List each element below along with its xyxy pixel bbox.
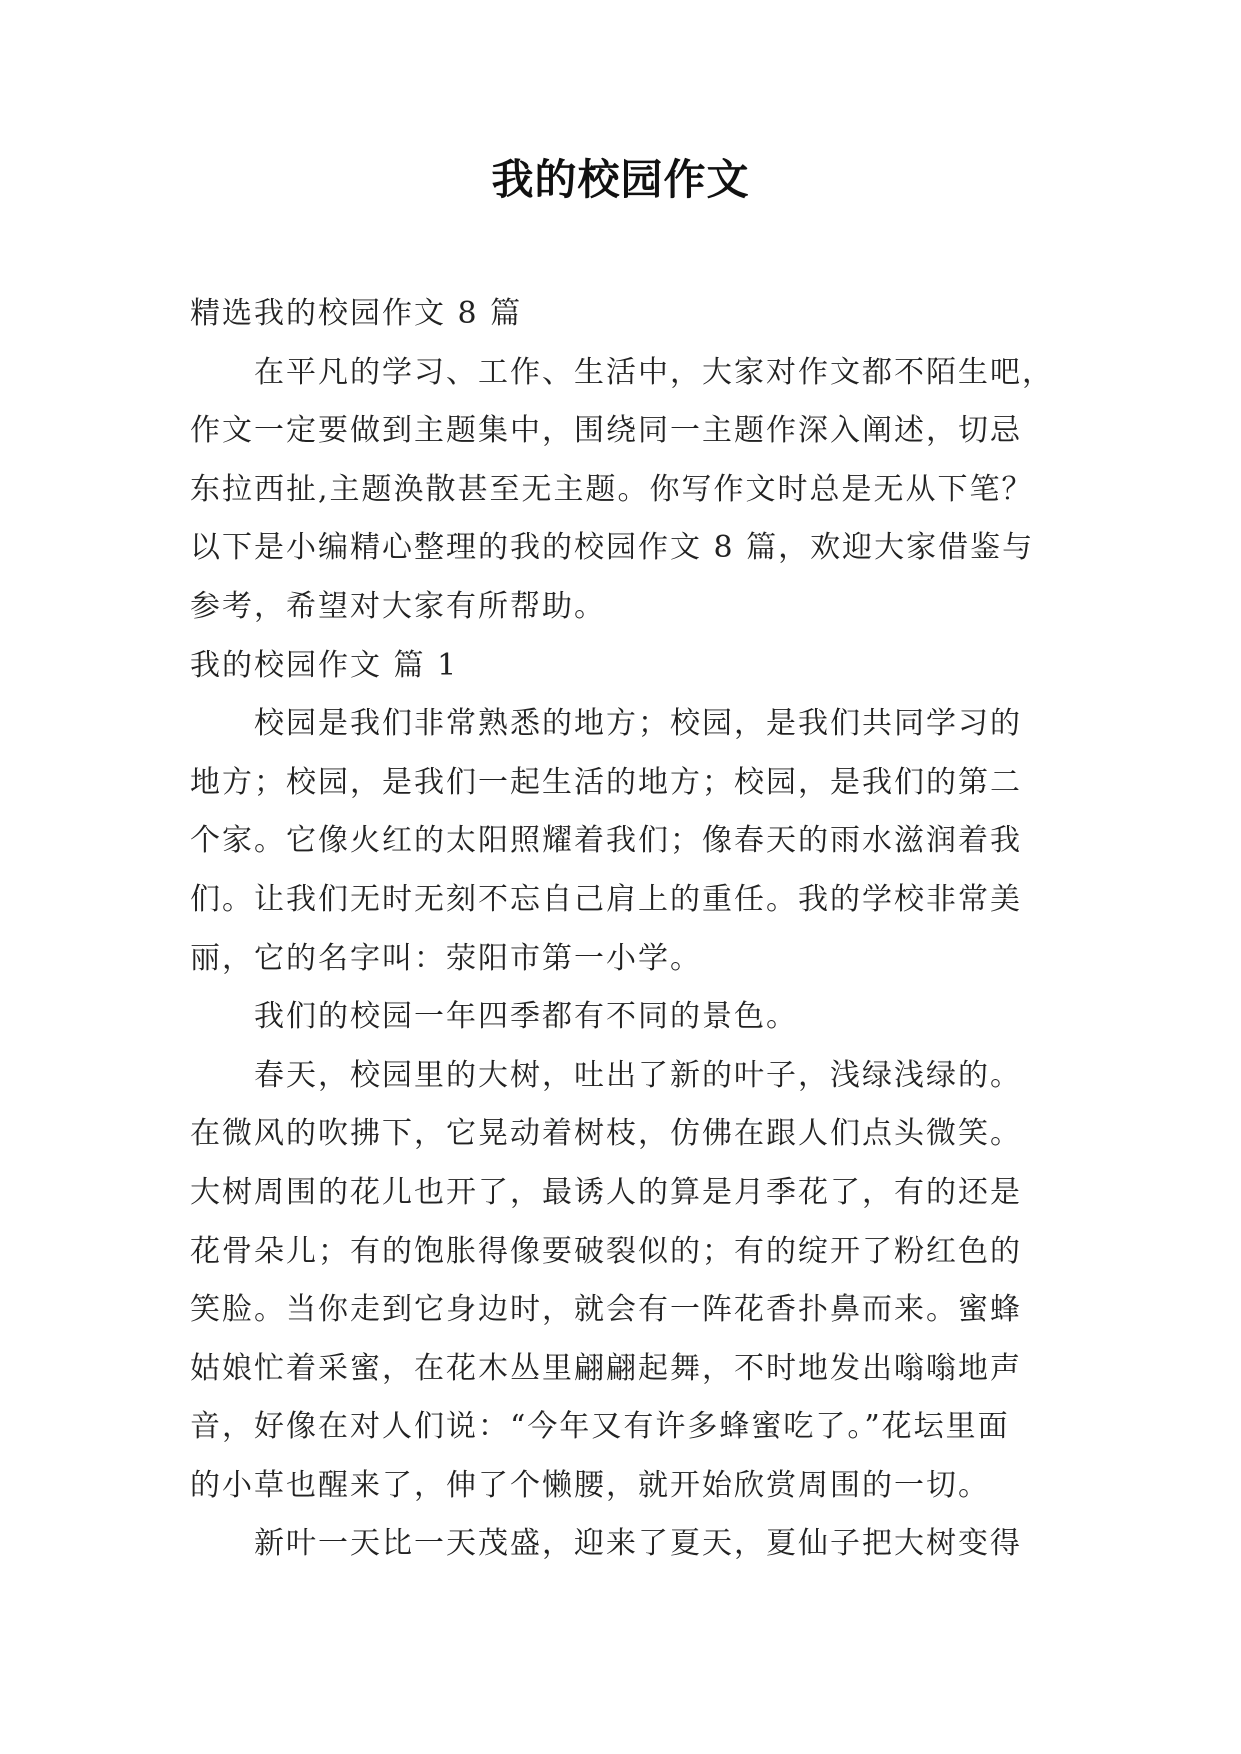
subtitle-line: 精选我的校园作文 8 篇 — [190, 296, 523, 331]
paragraph-line: 姑娘忙着采蜜，在花木丛里翩翩起舞，不时地发出嗡嗡地声 — [190, 1350, 1022, 1386]
paragraph-line: 笑脸。当你走到它身边时，就会有一阵花香扑鼻而来。蜜蜂 — [190, 1292, 1022, 1328]
paragraph-line: 校园是我们非常熟悉的地方；校园，是我们共同学习的 — [254, 706, 1022, 742]
paragraph-line: 东拉西扯,主题涣散甚至无主题。你写作文时总是无从下笔？ — [190, 471, 1034, 507]
paragraph-line: 的小草也醒来了，伸了个懒腰，就开始欣赏周围的一切。 — [190, 1467, 990, 1503]
paragraph-line: 我们的校园一年四季都有不同的景色。 — [254, 999, 798, 1035]
paragraph-line: 们。让我们无时无刻不忘自己肩上的重任。我的学校非常美 — [190, 881, 1022, 917]
paragraph-line: 以下是小编精心整理的我的校园作文 8 篇，欢迎大家借鉴与 — [190, 530, 1035, 566]
paragraph-line: 丽，它的名字叫：荥阳市第一小学。 — [190, 940, 702, 976]
paragraph-line: 春天，校园里的大树，吐出了新的叶子，浅绿浅绿的。 — [254, 1057, 1022, 1093]
paragraph-line: 作文一定要做到主题集中，围绕同一主题作深入阐述，切忌 — [190, 413, 1022, 449]
document-title: 我的校园作文 — [491, 155, 750, 204]
paragraph-line: 在平凡的学习、工作、生活中，大家对作文都不陌生吧， — [254, 354, 1054, 390]
paragraph-line: 花骨朵儿；有的饱胀得像要破裂似的；有的绽开了粉红色的 — [190, 1233, 1022, 1269]
paragraph-line: 新叶一天比一天茂盛，迎来了夏天，夏仙子把大树变得 — [254, 1526, 1022, 1562]
paragraph-line: 在微风的吹拂下，它晃动着树枝，仿佛在跟人们点头微笑。 — [190, 1116, 1022, 1152]
paragraph-line: 个家。它像火红的太阳照耀着我们；像春天的雨水滋润着我 — [190, 823, 1022, 859]
paragraph-line: 大树周围的花儿也开了，最诱人的算是月季花了，有的还是 — [190, 1174, 1022, 1210]
paragraph-line: 地方；校园，是我们一起生活的地方；校园，是我们的第二 — [190, 764, 1022, 800]
document-body — [190, 285, 1060, 1574]
paragraph-line: 音，好像在对人们说：“今年又有许多蜂蜜吃了。”花坛里面 — [190, 1409, 1010, 1445]
section-heading: 我的校园作文 篇 1 — [190, 647, 459, 683]
paragraph-line: 参考，希望对大家有所帮助。 — [190, 588, 606, 624]
